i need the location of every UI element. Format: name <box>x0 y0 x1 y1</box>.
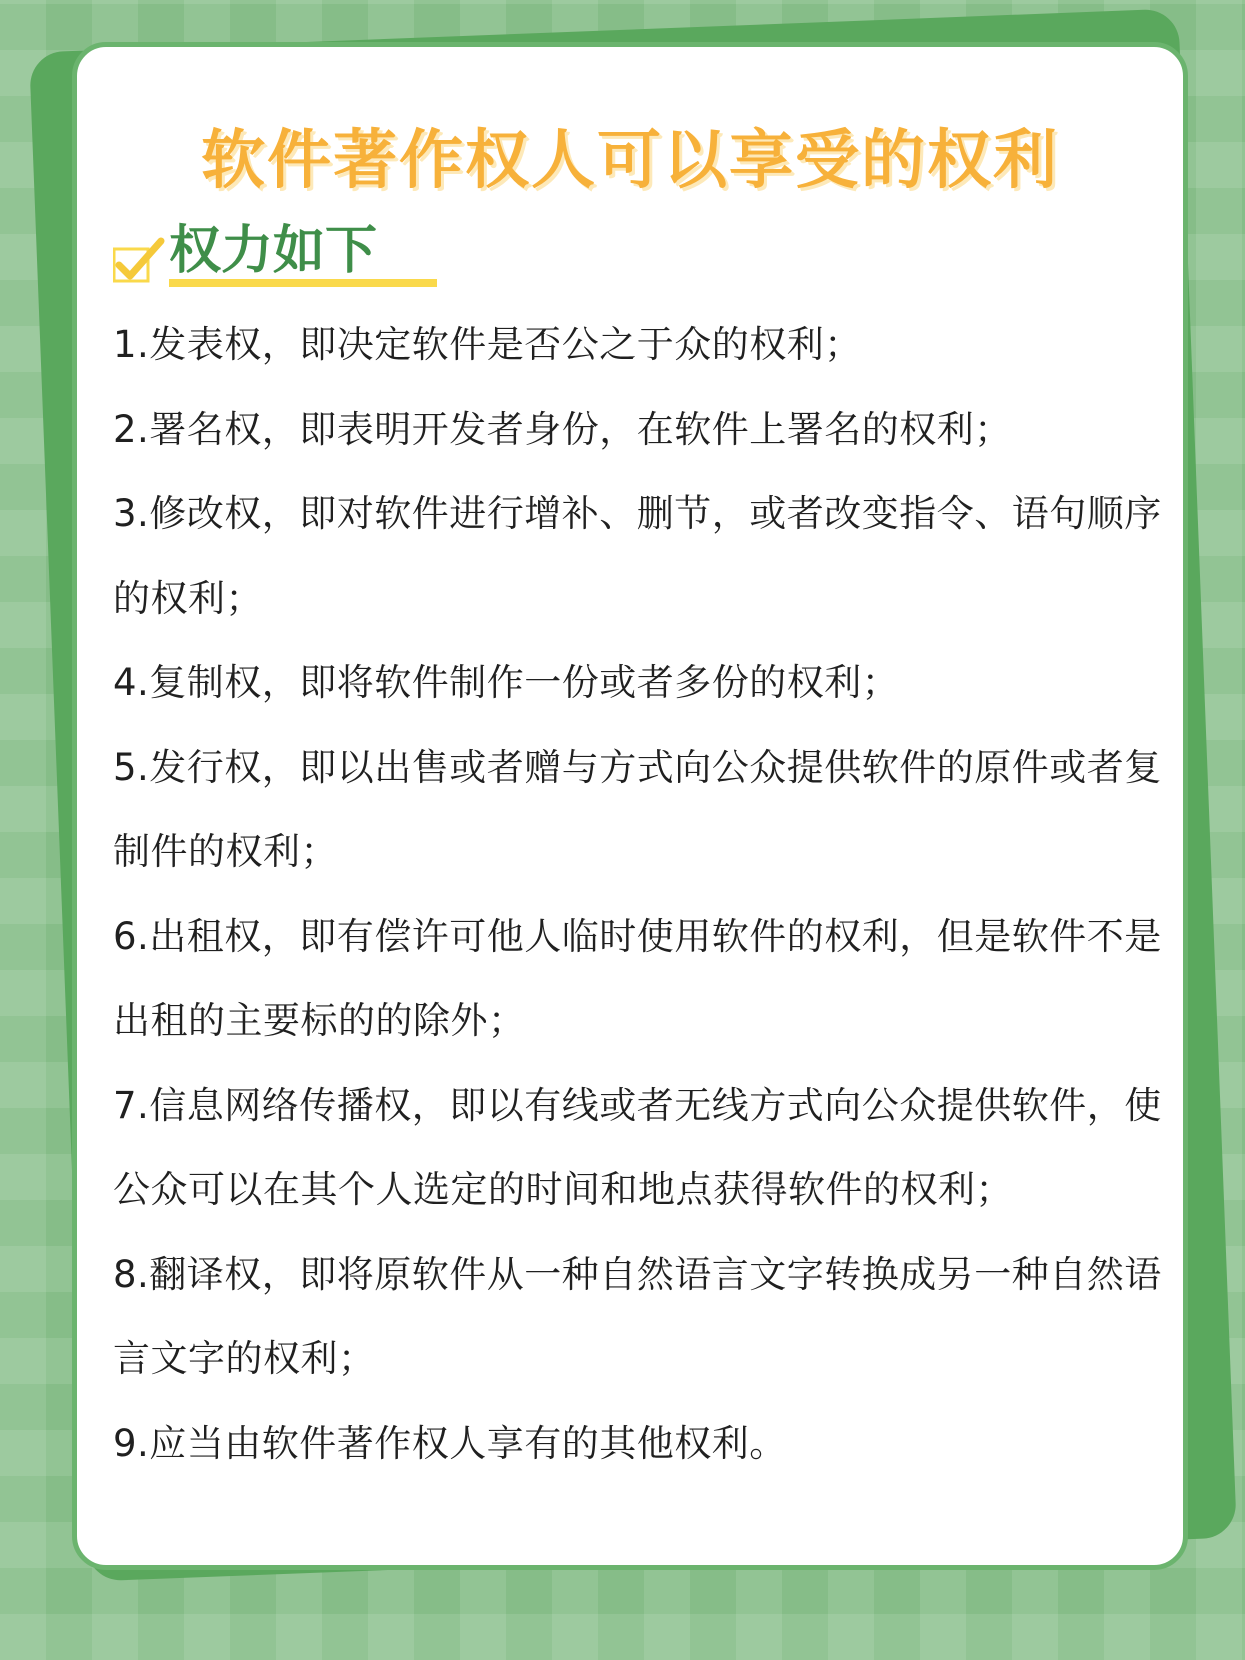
content-card <box>72 42 1188 1570</box>
rights-item-modification: 3.修改权，即对软件进行增补、删节，或者改变指令、语句顺序的权利； <box>113 492 1162 620</box>
rights-item-distribution: 5.发行权，即以出售或者赠与方式向公众提供软件的原件或者复制件的权利； <box>113 745 1162 873</box>
rights-item-translation: 8.翻译权，即将原软件从一种自然语言文字转换成另一种自然语言文字的权利； <box>113 1252 1162 1380</box>
rights-list <box>113 303 1163 1486</box>
check-icon <box>113 237 165 283</box>
rights-item-reproduction: 4.复制权，即将软件制作一份或者多份的权利； <box>113 661 900 704</box>
rights-item-publication: 1.发表权，即决定软件是否公之于众的权利； <box>113 323 862 366</box>
section-heading-label: 权力如下 <box>169 221 378 281</box>
rights-item-network-dissemination: 7.信息网络传播权，即以有线或者无线方式向公众提供软件，使公众可以在其个人选定的时间和地点获得软件的权利； <box>113 1083 1162 1211</box>
rights-item-other: 9.应当由软件著作权人享有的其他权利。 <box>113 1421 787 1465</box>
section-heading <box>113 219 523 283</box>
page-title: 软件著作权人可以享受的权利 <box>201 124 1059 198</box>
rights-item-attribution: 2.署名权，即表明开发者身份，在软件上署名的权利； <box>113 407 1012 451</box>
rights-item-rental: 6.出租权，即有偿许可他人临时使用软件的权利，但是软件不是出租的主要标的的除外； <box>113 914 1162 1042</box>
